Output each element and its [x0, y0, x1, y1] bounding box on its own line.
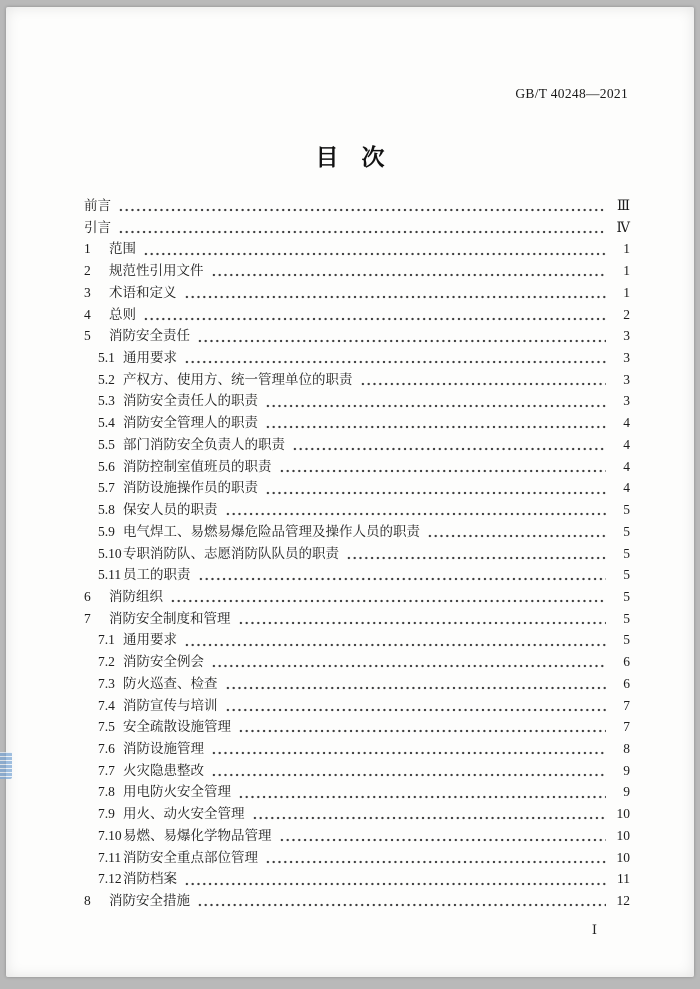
dot-leader	[238, 608, 607, 630]
toc-entry	[84, 456, 630, 478]
toc-entry-label: 消防安全责任人的职责	[123, 393, 258, 409]
toc-entry-page: 5	[623, 567, 630, 583]
standard-number: GB/T 40248—2021	[515, 86, 628, 101]
toc-entry-label: 保安人员的职责	[123, 502, 218, 518]
toc-entry-number: 5.7	[98, 480, 115, 496]
dot-leader	[118, 195, 606, 217]
toc-entry-page: 8	[623, 740, 630, 756]
toc-entry-number: 7.12	[98, 871, 122, 887]
toc-entry-page: 2	[623, 306, 630, 322]
toc-entry-page: 5	[623, 610, 630, 626]
toc-entry	[84, 412, 630, 434]
toc-entry-page: 3	[623, 350, 630, 366]
dot-leader	[265, 847, 606, 869]
dot-leader	[292, 434, 606, 456]
toc-entry-label: 消防设施管理	[123, 740, 204, 756]
toc-entry-label: 总则	[109, 306, 136, 322]
toc-entry	[84, 695, 630, 717]
toc-entry-number: 5.1	[98, 350, 115, 366]
dot-leader	[265, 477, 606, 499]
toc-entry	[84, 195, 630, 217]
toc-entry	[84, 738, 630, 760]
toc-entry-label: 电气焊工、易燃易爆危险品管理及操作人员的职责	[123, 523, 420, 539]
toc-entry	[84, 325, 630, 347]
toc-entry-number: 5	[84, 328, 91, 344]
toc-entry-number: 4	[84, 306, 91, 322]
toc-entry-page: 5	[623, 523, 630, 539]
dot-leader	[197, 325, 606, 347]
toc-entry	[84, 564, 630, 586]
toc-entry-number: 5.11	[98, 567, 122, 583]
toc-entry-label: 消防宣传与培训	[123, 697, 218, 713]
toc-entry-page: Ⅳ	[616, 219, 630, 235]
toc-entry-label: 专职消防队、志愿消防队队员的职责	[123, 545, 339, 561]
toc-entry-page: 3	[623, 328, 630, 344]
toc-entry	[84, 586, 630, 608]
toc-entry	[84, 716, 630, 738]
toc-entry	[84, 781, 630, 803]
toc-entry-number: 5.3	[98, 393, 115, 409]
dot-leader	[238, 716, 606, 738]
toc-entry-page: 7	[623, 719, 630, 735]
dot-leader	[346, 543, 606, 565]
toc-entry	[84, 282, 630, 304]
toc-entry	[84, 651, 630, 673]
dot-leader	[211, 260, 607, 282]
toc-entry-number: 7.11	[98, 849, 122, 865]
toc-entry	[84, 521, 630, 543]
dot-leader	[225, 499, 607, 521]
toc-entry-number: 7.4	[98, 697, 115, 713]
toc-entry	[84, 608, 630, 630]
toc-entry-page: 1	[623, 284, 630, 300]
toc-entry-label: 消防安全管理人的职责	[123, 415, 258, 431]
dot-leader	[265, 412, 606, 434]
page-title: 目 次	[315, 145, 385, 170]
toc-entry-label: 消防档案	[123, 871, 177, 887]
toc-entry-label: 前言	[84, 198, 111, 213]
toc-entry-number: 7.5	[98, 719, 115, 735]
dot-leader	[211, 760, 606, 782]
toc-entry-page: 1	[623, 241, 630, 257]
toc-entry	[84, 803, 630, 825]
toc-entry-page: 4	[623, 458, 630, 474]
toc-entry-page: 6	[623, 675, 630, 691]
watermark-stamp	[0, 752, 12, 779]
toc-entry	[84, 369, 630, 391]
toc-entry-number: 6	[84, 588, 91, 604]
dot-leader	[225, 673, 607, 695]
toc-entry-label: 消防设施操作员的职责	[123, 480, 258, 496]
dot-leader	[427, 521, 606, 543]
dot-leader	[360, 369, 607, 391]
toc-entry-page: 4	[623, 480, 630, 496]
toc-entry	[84, 347, 630, 369]
toc-entry-label: 术语和定义	[109, 284, 177, 300]
toc-entry-label: 防火巡查、检查	[123, 675, 218, 691]
toc-entry-number: 7.3	[98, 675, 115, 691]
toc-entry	[84, 304, 630, 326]
dot-leader	[184, 282, 607, 304]
toc-entry-number: 7.7	[98, 762, 115, 778]
toc-entry-label: 用电防火安全管理	[123, 784, 231, 800]
toc-entry-page: 6	[623, 654, 630, 670]
toc-entry-label: 火灾隐患整改	[123, 762, 204, 778]
toc-entry-page: 4	[623, 415, 630, 431]
toc-entry-page: 5	[623, 502, 630, 518]
toc-entry-label: 产权方、使用方、统一管理单位的职责	[123, 371, 353, 387]
dot-leader	[252, 803, 607, 825]
dot-leader	[170, 586, 606, 608]
toc-entry-label: 用火、动火安全管理	[123, 806, 245, 822]
toc-entry-number: 7	[84, 610, 91, 626]
toc-entry	[84, 217, 630, 239]
toc-entry-label: 易燃、易爆化学物品管理	[123, 827, 272, 843]
toc-entry-label: 消防组织	[109, 588, 163, 604]
toc-entry	[84, 847, 630, 869]
dot-leader	[265, 390, 606, 412]
toc-entry-page: 10	[616, 849, 630, 865]
toc-entry-number: 2	[84, 263, 91, 279]
toc-entry-number: 8	[84, 893, 91, 908]
toc-entry-page: 12	[616, 893, 630, 908]
toc-entry	[84, 629, 630, 651]
toc-entry	[84, 477, 630, 499]
toc-entry-number: 5.10	[98, 545, 122, 561]
toc-entry-label: 通用要求	[123, 632, 177, 648]
toc-entry-number: 5.9	[98, 523, 115, 539]
dot-leader	[143, 238, 606, 260]
toc-entry-page: 10	[616, 806, 630, 822]
toc-entry-label: 消防安全重点部位管理	[123, 849, 258, 865]
toc-entry-label: 消防控制室值班员的职责	[123, 458, 272, 474]
dot-leader	[211, 651, 606, 673]
toc-entry-label: 引言	[84, 219, 111, 235]
toc-entry-label: 安全疏散设施管理	[123, 719, 231, 735]
toc-entry-page: 5	[623, 632, 630, 648]
toc-entry-page: 9	[623, 762, 630, 778]
toc-entry-page: 10	[616, 827, 630, 843]
toc-entry-label: 消防安全责任	[109, 328, 190, 344]
toc-entry-label: 消防安全措施	[109, 893, 190, 908]
toc-entry	[84, 238, 630, 260]
toc-entry-number: 5.6	[98, 458, 115, 474]
toc-entry-number: 7.8	[98, 784, 115, 800]
table-of-contents	[84, 195, 630, 912]
toc-entry-number: 5.8	[98, 502, 115, 518]
toc-entry-page: 9	[623, 784, 630, 800]
toc-entry-number: 1	[84, 241, 91, 257]
toc-entry-number: 5.5	[98, 436, 115, 452]
toc-entry	[84, 760, 630, 782]
toc-entry	[84, 543, 630, 565]
toc-entry-page: 3	[623, 393, 630, 409]
toc-entry-number: 7.1	[98, 632, 115, 648]
toc-entry	[84, 390, 630, 412]
toc-entry-number: 7.6	[98, 740, 115, 756]
dot-leader	[198, 564, 607, 586]
dot-leader	[225, 695, 607, 717]
dot-leader	[143, 304, 606, 326]
toc-entry	[84, 825, 630, 847]
dot-leader	[184, 347, 606, 369]
toc-entry	[84, 260, 630, 282]
toc-entry-number: 7.9	[98, 806, 115, 822]
toc-entry	[84, 434, 630, 456]
toc-entry	[84, 673, 630, 695]
toc-entry-label: 消防安全例会	[123, 654, 204, 670]
toc-entry-label: 消防安全制度和管理	[109, 610, 231, 626]
toc-entry-label: 通用要求	[123, 350, 177, 366]
dot-leader	[197, 890, 606, 912]
toc-entry-label: 范围	[109, 241, 136, 257]
dot-leader	[184, 868, 606, 890]
toc-entry-page: 1	[623, 263, 630, 279]
dot-leader	[211, 738, 606, 760]
toc-entry	[84, 868, 630, 890]
toc-entry	[84, 499, 630, 521]
toc-entry-number: 7.2	[98, 654, 115, 670]
toc-entry-label: 规范性引用文件	[109, 263, 204, 279]
dot-leader	[118, 217, 606, 239]
toc-entry	[84, 890, 630, 912]
toc-entry-page: 7	[623, 697, 630, 713]
folio-page-number: Ⅰ	[591, 922, 597, 937]
scanned-page	[6, 7, 694, 977]
toc-entry-label: 部门消防安全负责人的职责	[123, 436, 285, 452]
toc-entry-number: 7.10	[98, 827, 122, 843]
toc-entry-page: 5	[623, 545, 630, 561]
toc-entry-page: 11	[617, 871, 630, 887]
toc-entry-label: 员工的职责	[123, 567, 191, 583]
toc-entry-number: 3	[84, 284, 91, 300]
dot-leader	[184, 629, 606, 651]
dot-leader	[238, 781, 606, 803]
toc-entry-page: 4	[623, 436, 630, 452]
dot-leader	[279, 825, 607, 847]
toc-entry-number: 5.2	[98, 371, 115, 387]
toc-entry-number: 5.4	[98, 415, 115, 431]
toc-entry-page: 5	[623, 588, 630, 604]
toc-entry-page: Ⅲ	[616, 198, 630, 213]
toc-entry-page: 3	[623, 371, 630, 387]
dot-leader	[279, 456, 607, 478]
